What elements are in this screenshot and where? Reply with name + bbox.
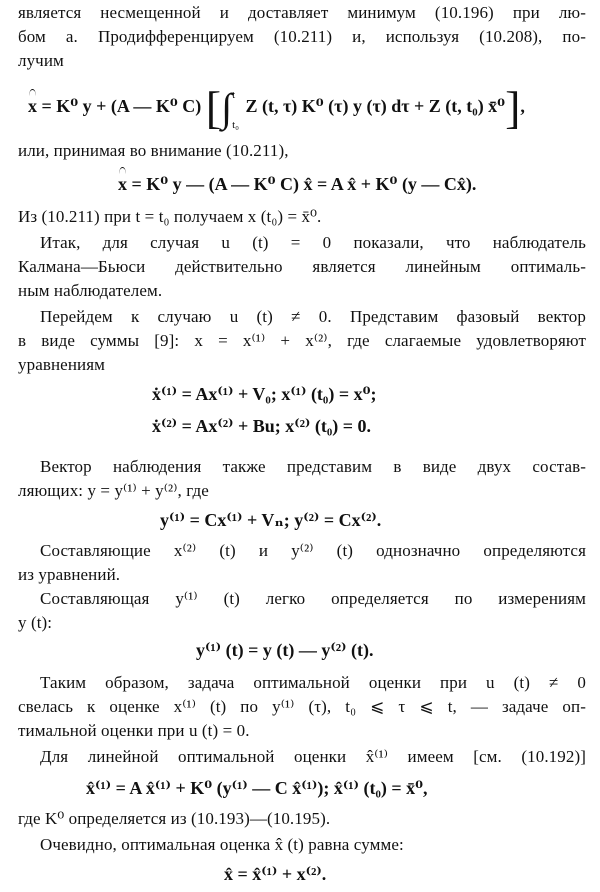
text-line: Таким образом, задача оптимальной оценки при u (t) ≠ 0 <box>40 673 586 692</box>
text-line: где K⁰ определяется из (10.193)—(10.195). <box>18 809 331 828</box>
text-line: Калмана—Бьюси действительно является линейным оптималь- <box>18 257 586 276</box>
integral-limits: t t₀ <box>232 89 239 131</box>
text-line: бом a. Продифференцируем (10.211) и, используя (10.208), по- <box>18 27 586 46</box>
text-line: Составляющая y⁽¹⁾ (t) легко определяется по измерениям <box>40 589 586 608</box>
text-line: y (t): <box>18 613 53 632</box>
equation-2: x = K⁰ y — (A — K⁰ C) x̂ = A x̂ + K⁰ (y — Cx̂). <box>118 174 477 194</box>
equation-4: y⁽¹⁾ = Cx⁽¹⁾ + Vₙ; y⁽²⁾ = Cx⁽²⁾. <box>160 510 382 530</box>
equation-1-integrand: Z (t, τ) K⁰ (τ) y (τ) dτ + Z (t, t₀) x̄⁰ <box>245 96 506 117</box>
text-line: Составляющие x⁽²⁾ (t) и y⁽²⁾ (t) однозначно определяются <box>40 541 586 560</box>
equation-6: x̂⁽¹⁾ = A x̂⁽¹⁾ + K⁰ (y⁽¹⁾ — C x̂⁽¹⁾); x̂⁽¹⁾ (t₀) = x̄⁰, <box>86 778 428 798</box>
text-line: Перейдем к случаю u (t) ≠ 0. Представим фазовый вектор <box>40 307 586 326</box>
text-line: свелась к оценке x⁽¹⁾ (t) по y⁽¹⁾ (τ), t₀ ⩽ τ ⩽ t, — задаче оп- <box>18 697 586 716</box>
text-line: Итак, для случая u (t) = 0 показали, что наблюдатель <box>40 233 586 252</box>
equation-3b: ẋ⁽²⁾ = Ax⁽²⁾ + Bu; x⁽²⁾ (t₀) = 0. <box>152 416 372 436</box>
text-line: лучим <box>18 51 64 70</box>
text-line: из уравнений. <box>18 565 121 584</box>
equation-2-body: K⁰ y — (A — K⁰ C) x̂ = A x̂ + K⁰ (y — Cx̂). <box>146 174 477 194</box>
text-line: или, принимая во внимание (10.211), <box>18 141 289 160</box>
text-line: Из (10.211) при t = t₀ получаем x (t₀) = x̄⁰. <box>18 207 322 226</box>
text-line: Очевидно, оптимальная оценка x̂ (t) равна сумме: <box>40 835 404 854</box>
text-line: ным наблюдателем. <box>18 281 163 300</box>
text-line: ляющих: y = y⁽¹⁾ + y⁽²⁾, где <box>18 481 209 500</box>
x-hat-dot-symbol: x <box>28 96 37 117</box>
equation-3a: ẋ⁽¹⁾ = Ax⁽¹⁾ + V₀; x⁽¹⁾ (t₀) = x⁰; <box>152 384 377 404</box>
left-bracket: [ <box>205 82 222 133</box>
text-line: тимальной оценки при u (t) = 0. <box>18 721 250 740</box>
text-line: Вектор наблюдения также представим в виде двух состав- <box>40 457 586 476</box>
right-bracket: ] <box>505 82 521 133</box>
text-line: уравнениям <box>18 355 105 374</box>
equation-5: y⁽¹⁾ (t) = y (t) — y⁽²⁾ (t). <box>196 640 374 660</box>
equation-7: x̂ = x̂⁽¹⁾ + x⁽²⁾. <box>224 864 327 884</box>
text-line: в виде суммы [9]: x = x⁽¹⁾ + x⁽²⁾, где слагаемые удовлетворяют <box>18 331 586 350</box>
text-line: является несмещенной и доставляет минимум (10.196) при лю- <box>18 3 586 22</box>
integral-sign: ∫ <box>221 85 233 130</box>
equation-1: x = K⁰ y + (A — K⁰ C) [∫t t₀ Z (t, τ) K⁰ (τ) y (τ) dτ + Z (t, t₀) x̄⁰], <box>28 78 525 138</box>
equation-1-prefix: K⁰ y + (A — K⁰ C) <box>56 96 202 117</box>
text-line: Для линейной оптимальной оценки x̂⁽¹⁾ имеем [см. (10.192)] <box>40 747 586 766</box>
x-hat-dot-symbol: x <box>118 174 127 194</box>
